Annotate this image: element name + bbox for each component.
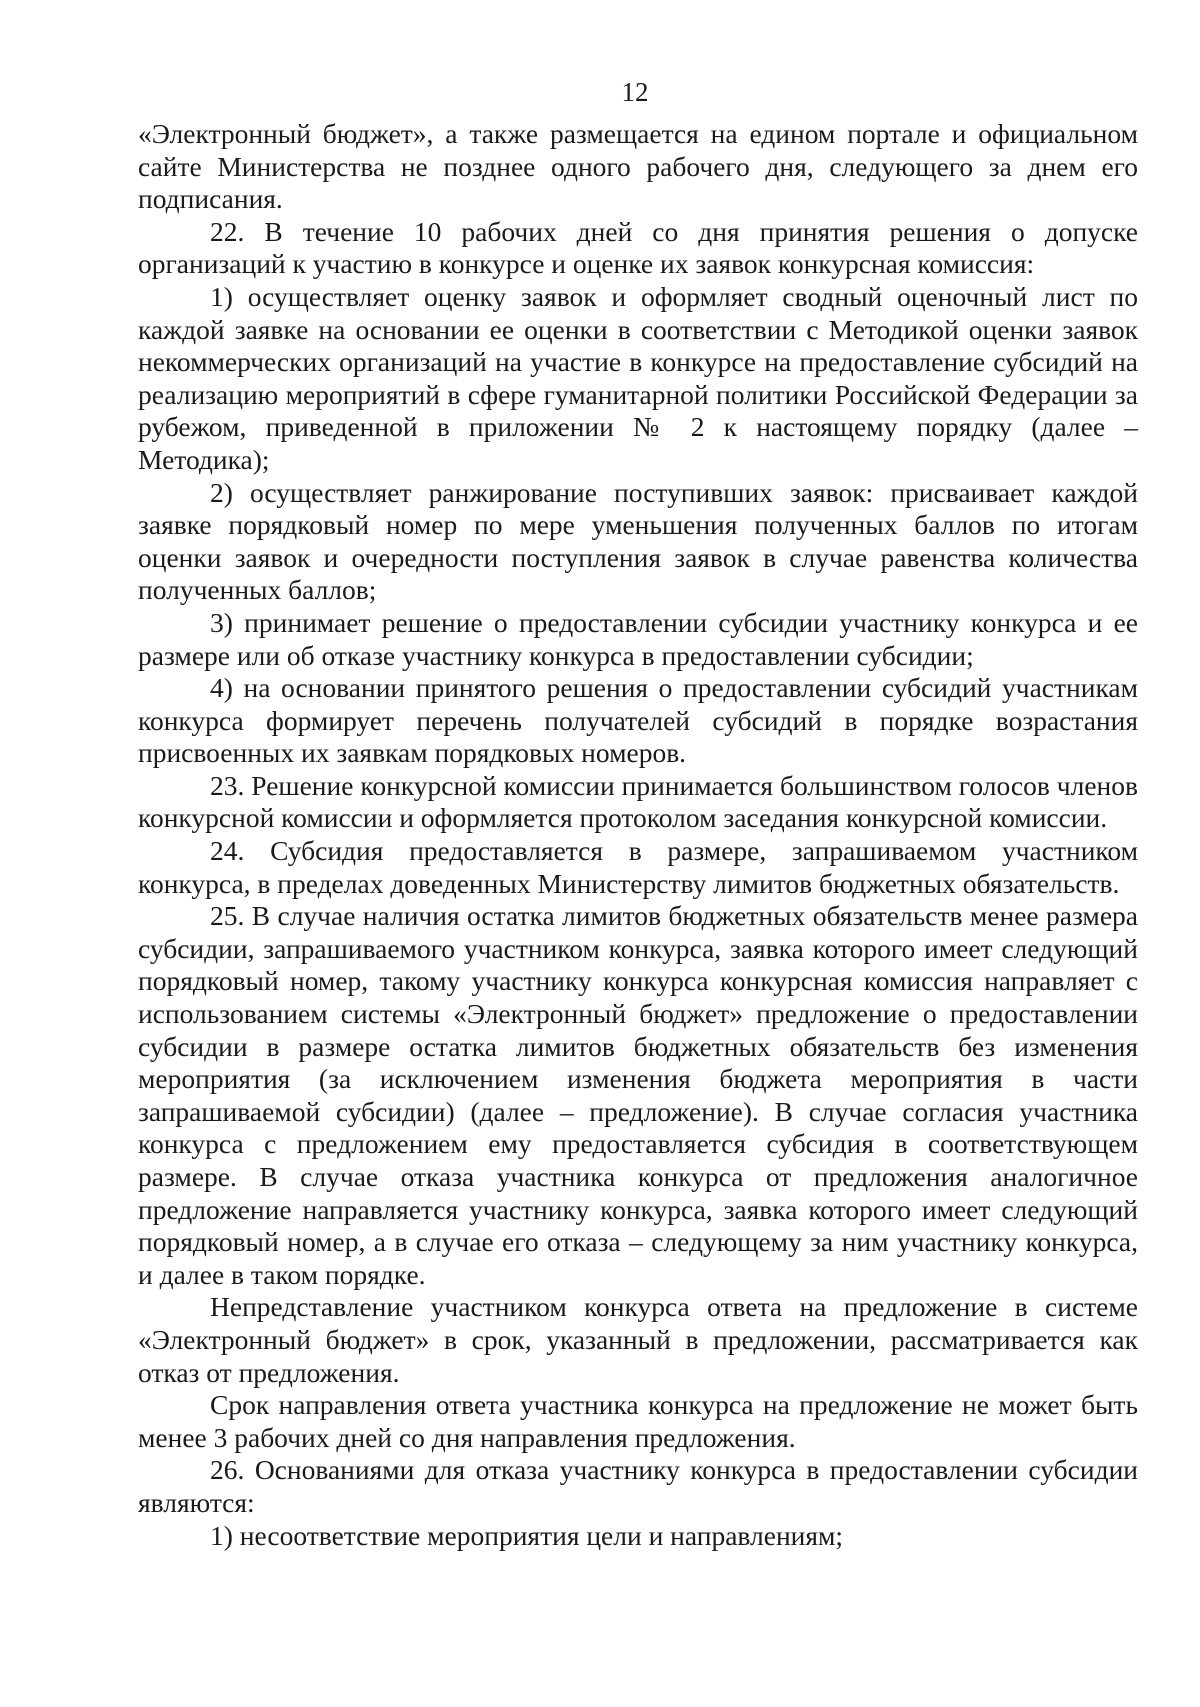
paragraph-clause-23: 23. Решение конкурсной комиссии принимается большинством голосов членов конкурсной комиссии и оформляется протоколом заседания конкурсной комиссии.	[138, 769, 1138, 834]
paragraph-continuation: «Электронный бюджет», а также размещается на едином портале и официальном сайте Министерства не позднее одного рабочего дня, следующего за днем его подписания.	[138, 118, 1138, 215]
paragraph-clause-25: 25. В случае наличия остатка лимитов бюджетных обязательств менее размера субсидии, запрашиваемого участником конкурса, заявка которого имеет следующий порядковый номер, такому участнику конкурса конкурсная комиссия направляет с использованием системы «Электронный бюджет» предложение о предоставлении субсидии в размере остатка лимитов бюджетных обязательств без изменения мероприятия (за исключением изменения бюджета мероприятия в части запрашиваемой субсидии) (далее – предложение). В случае согласия участника конкурса с предложением ему предоставляется субсидия в соответствующем размере. В случае отказа участника конкурса от предложения аналогичное предложение направляется участнику конкурса, заявка которого имеет следующий порядковый номер, а в случае его отказа – следующему за ним участнику конкурса, и далее в таком порядке.	[138, 900, 1138, 1290]
paragraph-response-deadline: Срок направления ответа участника конкурса на предложение не может быть менее 3 рабочих дней со дня направления предложения.	[138, 1389, 1138, 1453]
paragraph-clause-26: 26. Основаниями для отказа участнику конкурса в предоставлении субсидии являются:	[138, 1454, 1138, 1518]
paragraph-clause-22-item-1: 1) осуществляет оценку заявок и оформляет сводный оценочный лист по каждой заявке на основании ее оценки в соответствии с Методикой оценки заявок некоммерческих организаций на участие в конкурсе на предоставление субсидий на реализацию мероприятий в сфере гуманитарной политики Российской Федерации за рубежом, приведенной в приложении № 2 к настоящему порядку (далее – Методика);	[138, 280, 1138, 475]
paragraph-clause-24: 24. Субсидия предоставляется в размере, запрашиваемом участником конкурса, в пределах доведенных Министерству лимитов бюджетных обязательств.	[138, 835, 1138, 899]
page-number: 12	[621, 77, 649, 107]
paragraph-clause-22-item-3: 3) принимает решение о предоставлении субсидии участнику конкурса и ее размере или об отказе участнику конкурса в предоставлении субсидии;	[138, 606, 1138, 671]
paragraph-clause-22-item-4: 4) на основании принятого решения о предоставлении субсидий участникам конкурса формирует перечень получателей субсидий в порядке возрастания присвоенных их заявкам порядковых номеров.	[138, 672, 1138, 769]
paragraph-clause-26-item-1: 1) несоответствие мероприятия цели и направлениям;	[210, 1519, 844, 1551]
paragraph-non-response: Непредставление участником конкурса ответа на предложение в системе «Электронный бюджет» в срок, указанный в предложении, рассматривается как отказ от предложения.	[138, 1291, 1138, 1388]
document-body	[138, 118, 1138, 1552]
paragraph-clause-22: 22. В течение 10 рабочих дней со дня принятия решения о допуске организаций к участию в конкурсе и оценке их заявок конкурсная комиссия:	[138, 215, 1138, 280]
paragraph-clause-22-item-2: 2) осуществляет ранжирование поступивших заявок: присваивает каждой заявке порядковый номер по мере уменьшения полученных баллов по итогам оценки заявок и очередности поступления заявок в случае равенства количества полученных баллов;	[138, 476, 1138, 606]
